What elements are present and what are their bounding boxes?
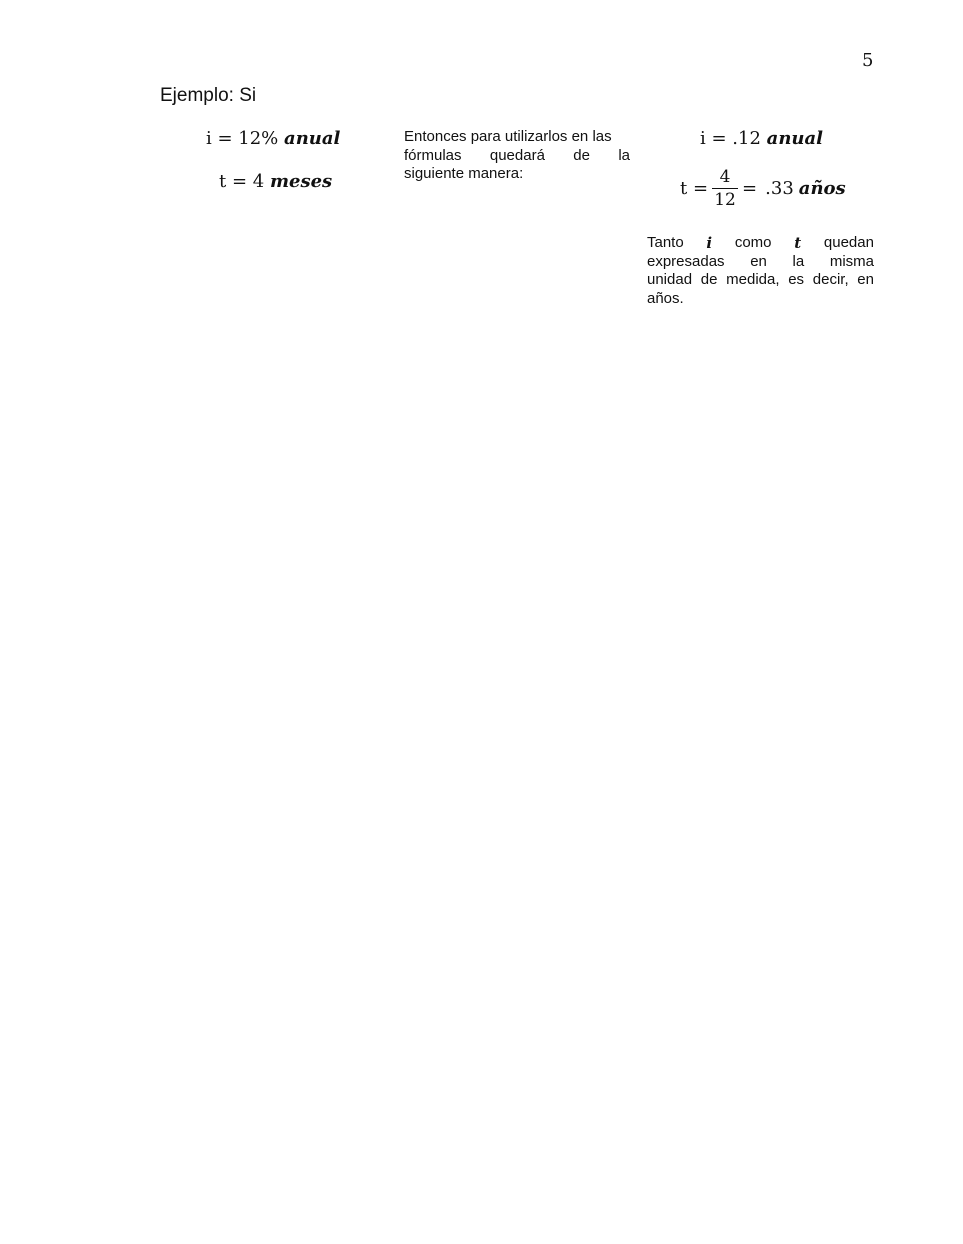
given-time-equation: [219, 171, 332, 192]
converted-interest-unit: anual: [766, 128, 823, 149]
explanation-line-1: Entonces para utilizarlos en las: [404, 128, 612, 145]
converted-time-value: .33: [765, 178, 794, 199]
note-word-quedan: quedan: [823, 234, 874, 251]
given-interest-lhs: i = 12%: [206, 128, 279, 149]
example-heading: Ejemplo: Si: [160, 85, 257, 106]
given-interest-unit: anual: [284, 128, 341, 149]
note-paragraph: [647, 234, 874, 308]
converted-time-unit: años: [798, 178, 846, 199]
note-line-2: expresadas en la misma: [647, 252, 874, 270]
note-var-i: i: [706, 234, 713, 252]
note-line-3: unidad de medida, es decir, en: [647, 271, 874, 288]
page-number: 5: [862, 50, 874, 71]
converted-time-lhs: t =: [680, 178, 709, 199]
time-fraction: [712, 168, 738, 209]
note-line-4: años.: [647, 289, 684, 307]
explanation-paragraph: [404, 128, 630, 184]
converted-interest-lhs: i = .12: [700, 128, 761, 149]
fraction-numerator: 4: [719, 167, 731, 187]
given-time-lhs: t = 4: [219, 171, 265, 192]
converted-time-equals: =: [742, 178, 758, 199]
converted-time-equation: [680, 168, 846, 209]
explanation-line-3: siguiente manera:: [404, 165, 524, 182]
given-time-unit: meses: [269, 171, 333, 192]
converted-interest-equation: [700, 128, 823, 149]
fraction-bar: [712, 188, 738, 189]
explanation-line-2: fórmulas quedará de la: [404, 146, 630, 164]
note-word-tanto: Tanto: [647, 234, 684, 251]
note-line-1: [647, 234, 874, 253]
fraction-denominator: 12: [714, 190, 736, 210]
note-word-como: como: [734, 234, 772, 251]
given-interest-equation: [206, 128, 340, 149]
note-var-t: t: [794, 234, 802, 252]
